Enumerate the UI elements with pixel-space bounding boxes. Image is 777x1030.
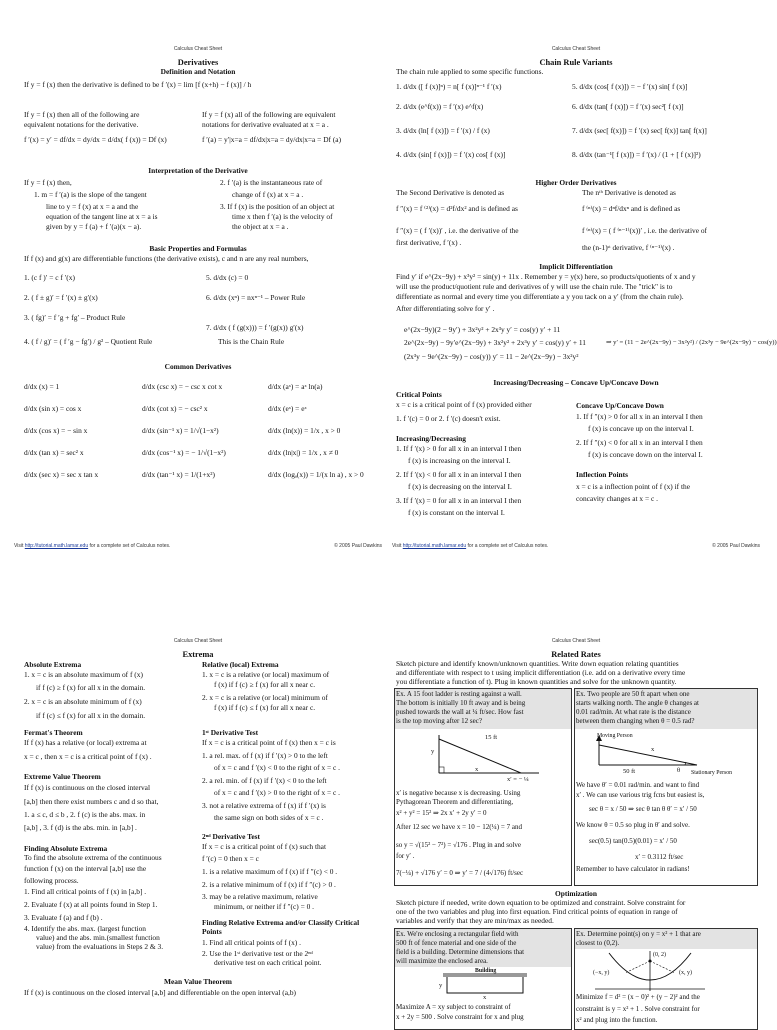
text-line: If f (x) has a relative (or local) extrema at (24, 738, 147, 747)
text-line: If y = f (x) all of the following are equivalent (202, 110, 336, 119)
ladder-line (439, 739, 521, 773)
example-ladder (394, 688, 572, 886)
text-line: If x = c is a critical point of f (x) then x = c is (202, 738, 336, 747)
subheading: 1ˢᵗ Derivative Test (202, 728, 259, 737)
solution-text: We have θ′ = 0.01 rad/min. and want to find (576, 781, 700, 789)
example-text: between them changing when θ = 0.5 rad? (576, 717, 695, 725)
text-line: Sketch picture and identify known/unknown quantities. Write down equation relating quantities (396, 659, 679, 668)
example-text: will maximize the enclosed area. (396, 957, 488, 965)
text-line: of x = c and f ′(x) > 0 to the right of x = c . (214, 788, 340, 797)
y-label: y (439, 982, 443, 989)
text-line: and differentiate with respect to t using implicit differentiation (i.e. add on a derivative every time (396, 668, 686, 677)
formula-cell: d/dx (sin x) = cos x (24, 404, 82, 413)
subheading: Critical Points (396, 390, 442, 399)
text-line: f (x) is constant on the interval I. (408, 508, 505, 517)
subheading: 2ⁿᵈ Derivative Test (202, 832, 260, 841)
text-line: 3. may be a relative maximum, relative (202, 892, 318, 901)
solution-text: so y = √(15² − 7²) = √176 . Plug in and solve (396, 841, 522, 849)
section-title: Related Rates (551, 650, 601, 659)
text-line: 1. If f ″(x) > 0 for all x in an interval I then (576, 412, 703, 421)
formula-cell: d/dx (ln(x)) = 1/x , x > 0 (268, 426, 341, 435)
example-text: Ex. A 15 foot ladder is resting against a wall. (396, 690, 522, 698)
text-line: line to y = f (x) at x = a and the (46, 202, 139, 211)
page-header: Calculus Cheat Sheet (551, 46, 601, 52)
solution-text: x′ is negative because x is decreasing. Using (396, 789, 521, 797)
page-related-rates (392, 632, 760, 1024)
distance-line (599, 745, 697, 765)
example-text: Ex. Determine point(s) on y = x² + 1 that are (576, 930, 701, 938)
base-length-label: 50 ft (623, 768, 636, 775)
solution-text: sec θ = x / 50 ⇒ sec θ tan θ θ′ = x′ / 50 (589, 805, 697, 813)
text-line: time x then f ′(a) is the velocity of (232, 212, 333, 221)
solution-text: x² and plug into the function. (576, 1016, 658, 1024)
subheading: Relative (local) Extrema (202, 660, 279, 669)
formula-line: f ⁽ⁿ⁾(x) = ( f ⁽ⁿ⁻¹⁾(x))′ , i.e. the derivative of (582, 226, 707, 235)
subheading: Finding Relative Extrema and/or Classify Critical Points (202, 918, 360, 936)
text-line: Find y′ if e^(2x−9y) + x³y² = sin(y) + 11x . Remember y = y(x) here, so products/quotients of x and y (396, 272, 696, 281)
text-line: 3. not a relative extrema of f (x) if f ′(x) is (202, 801, 326, 810)
footer-link[interactable]: http://tutorial.math.lamar.edu (402, 543, 467, 549)
solution-text: Minimize f = d² = (x − 0)² + (y − 2)² and the (576, 993, 700, 1001)
text-line: f (x) is concave up on the interval I. (588, 424, 694, 433)
text-line: equivalent notations for the derivative. (24, 120, 139, 129)
formula-line: ⇒ y′ = (11 − 2e^(2x−9y) − 3x²y²) / (2x³y − 9e^(2x−9y) − cos(y)) (606, 339, 777, 346)
text-line: If y = f (x) then all of the following are (24, 110, 140, 119)
formula-line: 3. d/dx (ln[ f (x)]) = f ′(x) / f (x) (396, 126, 490, 135)
text-line: The chain rule applied to some specific functions. (396, 67, 544, 76)
text-line: 2. x = c is a relative (or local) minimum of (202, 693, 328, 702)
solution-text: x′ = 0.3112 ft/sec (635, 853, 684, 861)
formula-cell: d/dx (logₐ(x)) = 1/(x ln a) , x > 0 (268, 470, 364, 479)
building-label: Building (475, 968, 497, 974)
section-heading: Implicit Differentiation (539, 262, 613, 271)
formula-line: f ′(x) = y′ = df/dx = dy/dx = d/dx( f (x)) = Df (x) (24, 135, 167, 144)
example-text: closest to (0,2). (576, 939, 620, 947)
page-header: Calculus Cheat Sheet (551, 638, 601, 644)
text-line: the (n-1)ˢᵗ derivative, f ⁽ⁿ⁻¹⁾(x) . (582, 243, 675, 252)
footer-link[interactable]: http://tutorial.math.lamar.edu (24, 543, 89, 549)
text-line: 2. a rel. min. of f (x) if f ′(x) < 0 to the left (202, 776, 327, 785)
text-line: x = c is a inflection point of f (x) if the (576, 482, 690, 491)
example-text: pushed towards the wall at ¼ ft/sec. How fast (396, 708, 524, 716)
footer-text: for a complete set of Calculus notes. (89, 543, 171, 549)
fence-outline (447, 977, 523, 993)
solution-text: Pythagorean Theorem and differentiating, (396, 798, 514, 806)
text-line: [a,b] , 3. f (d) is the abs. min. in [a,b] . (24, 823, 137, 832)
text-line: f (x) if f (c) ≤ f (x) for all x near c. (214, 703, 316, 712)
formula-cell: d/dx (tan⁻¹ x) = 1/(1+x²) (142, 470, 215, 479)
page-chain-rule (392, 40, 777, 549)
rate-label: x′ = − ¼ (507, 776, 529, 783)
subheading: Extreme Value Theorem (24, 772, 101, 781)
text-line: After differentiating solve for y′ . (396, 304, 495, 313)
example-walking (574, 688, 758, 886)
text-line: To find the absolute extrema of the continuous (24, 853, 162, 862)
text-line: 1. x = c is a relative (or local) maximum of (202, 670, 330, 679)
footer-copyright: © 2005 Paul Dawkins (712, 543, 760, 549)
text-line: f ′(c) = 0 then x = c (202, 854, 259, 863)
formula-line: 3. ( fg)′ = f ′g + fg′ – Product Rule (24, 313, 126, 322)
text-line: 1. f ′(c) = 0 or 2. f ′(c) doesn't exist. (396, 414, 501, 423)
text-line: you differentiate a function of t). Plug in known quantities and solve for the unknown quantity. (396, 677, 677, 686)
text-line: If f (x) and g(x) are differentiable functions (the derivative exists), c and n are any real numbers, (24, 254, 309, 263)
text-line: Sketch picture if needed, write down equation to be optimized and constraint. Solve constraint for (396, 898, 686, 907)
text-line: first derivative, f ′(x) . (396, 238, 462, 247)
formula-line: f ′(a) = y′|x=a = df/dx|x=a = dy/dx|x=a = Df (a) (202, 135, 342, 144)
point-label: (x, y) (679, 970, 692, 976)
text-line: 2. Evaluate f (x) at all points found in Step 1. (24, 900, 158, 909)
text-line: 3. If f (x) is the position of an object at (220, 202, 335, 211)
example-fence (394, 928, 572, 1030)
formula-cell: d/dx (x) = 1 (24, 382, 60, 391)
text-line: change of f (x) at x = a . (232, 190, 304, 199)
text-line: the object at x = a . (232, 222, 289, 231)
page-derivatives (14, 40, 382, 549)
text-line: 1. If f ′(x) > 0 for all x in an interval I then (396, 444, 522, 453)
text-line: f (x) is concave down on the interval I. (588, 450, 703, 459)
formula-cell: d/dx (cos x) = − sin x (24, 426, 88, 435)
formula-cell: d/dx (sec x) = sec x tan x (24, 470, 99, 479)
formula-line: 6. d/dx (xⁿ) = nxⁿ⁻¹ – Power Rule (206, 293, 306, 302)
section-subtitle: Definition and Notation (160, 67, 236, 76)
text-line: This is the Chain Rule (218, 337, 285, 346)
x-label: x (483, 994, 487, 1001)
distance-right (650, 961, 675, 973)
text-line: f (x) if f (c) ≥ f (x) for all x near c. (214, 680, 316, 689)
formula-line: 8. d/dx (tan⁻¹[ f (x)]) = f ′(x) / (1 + [ f (x)]²) (572, 150, 701, 159)
text-line: 3. If f ′(x) = 0 for all x in an interval I then (396, 496, 522, 505)
solution-text: constraint is y = x² + 1 . Solve constraint for (576, 1005, 700, 1013)
section-title: Extrema (182, 650, 214, 659)
section-title: Derivatives (177, 58, 219, 67)
text-line: f (x) is increasing on the interval I. (408, 456, 511, 465)
formula-cell: d/dx (sin⁻¹ x) = 1/√(1−x²) (142, 426, 219, 435)
text-line: following process. (24, 876, 79, 885)
section-heading: Mean Value Theorem (164, 977, 232, 986)
text-line: value) and the abs. min.(smallest function (36, 933, 160, 942)
subheading: Finding Absolute Extrema (24, 844, 108, 853)
section-heading: Basic Properties and Formulas (149, 244, 247, 253)
text-line: 3. Evaluate f (a) and f (b) . (24, 913, 103, 922)
y-label: y (431, 748, 435, 755)
subheading: Absolute Extrema (24, 660, 82, 669)
footer-text: for a complete set of Calculus notes. (467, 543, 549, 549)
text-line: concavity changes at x = c . (576, 494, 658, 503)
formula-cell: d/dx (ln|x|) = 1/x , x ≠ 0 (268, 448, 339, 457)
formula-line: f ″(x) = f ⁽²⁾(x) = d²f/dx² and is defined as (396, 204, 518, 213)
subheading: Concave Up/Concave Down (576, 401, 664, 410)
formula-line: 2e^(2x−9y) − 9y′e^(2x−9y) + 3x²y² + 2x³y y′ = cos(y) y′ + 11 (404, 338, 586, 347)
section-heading: Higher Order Derivatives (535, 178, 617, 187)
text-line: 1. a ≤ c, d ≤ b , 2. f (c) is the abs. max. in (24, 810, 146, 819)
text-line: equation of the tangent line at x = a is (46, 212, 158, 221)
text-line: If f (x) is continuous on the closed interval [a,b] and differentiable on the open interval (a,b) (24, 988, 296, 997)
page-header: Calculus Cheat Sheet (173, 638, 223, 644)
text-line: 2. Use the 1ˢᵗ derivative test or the 2ⁿᵈ (202, 949, 313, 958)
formula-line: 7. d/dx ( f (g(x))) = f ′(g(x)) g′(x) (206, 323, 304, 332)
solution-text: x + 2y = 500 . Solve constraint for x and plug (396, 1013, 524, 1021)
solution-text: x² + y² = 15² ⇒ 2x x′ + 2y y′ = 0 (396, 809, 487, 817)
section-heading: Interpretation of the Derivative (148, 166, 248, 175)
text-line: 1. m = f ′(a) is the slope of the tangent (34, 190, 147, 199)
example-text: 0.01 rad/min. At what rate is the distance (576, 708, 691, 716)
x-label: x (475, 766, 479, 773)
text-line: 2. x = c is an absolute minimum of f (x) (24, 697, 142, 706)
text-line: minimum, or neither if f ″(c) = 0 . (214, 902, 315, 911)
distance-left (625, 961, 650, 973)
solution-text: for y′ . (396, 852, 415, 860)
text-line: 4. Identify the abs. max. (largest function (24, 924, 146, 933)
text-line: value) from the evaluations in Steps 2 & 3. (36, 942, 164, 951)
example-text: Ex. We're enclosing a rectangular field with (396, 930, 519, 938)
point-label: (−x, y) (593, 970, 610, 976)
example-text: field is a building. Determine dimensions that (396, 948, 525, 956)
text-line: if f (c) ≥ f (x) for all x in the domain. (36, 683, 146, 692)
formula-line: f ⁽ⁿ⁾(x) = dⁿf/dxⁿ and is defined as (582, 204, 681, 213)
solution-text: Maximize A = xy subject to constraint of (396, 1003, 511, 1011)
subheading: Increasing/Decreasing (396, 434, 466, 443)
formula-cell: d/dx (cos⁻¹ x) = − 1/√(1−x²) (142, 448, 226, 457)
formula-cell: d/dx (cot x) = − csc² x (142, 404, 208, 413)
formula-line: 4. d/dx (sin[ f (x)]) = f ′(x) cos[ f (x)] (396, 150, 506, 159)
text-line: derivative test on each critical point. (214, 958, 322, 967)
text-line: 1. Find all critical points of f (x) in [a,b] . (24, 887, 147, 896)
text-line: x = c is a critical point of f (x) provided either (396, 400, 532, 409)
stationary-person-label: Stationary Person (691, 770, 733, 776)
section-title: Chain Rule Variants (539, 58, 613, 67)
example-text: starts walking north. The angle θ changes at (576, 699, 699, 707)
solution-text: Remember to have calculator in radians! (576, 865, 690, 873)
formula-cell: d/dx (csc x) = − csc x cot x (142, 382, 223, 391)
text-line: of x = c and f ′(x) < 0 to the right of x = c . (214, 763, 340, 772)
text-line: [a,b] then there exist numbers c and d so that, (24, 797, 159, 806)
text-line: 2. f ′(a) is the instantaneous rate of (220, 178, 323, 187)
text-line: If y = f (x) then, (24, 178, 72, 187)
text-line: 1. is a relative maximum of f (x) if f ″(c) < 0 . (202, 867, 338, 876)
formula-line: 5. d/dx (c) = 0 (206, 273, 249, 282)
text-line: notations for derivative evaluated at x = a . (202, 120, 329, 129)
formula-line: f ″(x) = ( f ′(x))′ , i.e. the derivative of the (396, 226, 519, 235)
example-text: The bottom is initially 10 ft away and is being (396, 699, 526, 707)
example-text: is the top moving after 12 sec? (396, 717, 482, 725)
formula-line: 6. d/dx (tan[ f (x)]) = f ′(x) sec²[ f (x)] (572, 102, 684, 111)
text-line: x = c , then x = c is a critical point of f (x) . (24, 752, 152, 761)
footer-visit: Visit (14, 543, 24, 549)
solution-text: We know θ = 0.5 so plug in θ′ and solve. (576, 821, 690, 829)
subheading: Fermat's Theorem (24, 728, 83, 737)
formula-line: 2. d/dx (e^f(x)) = f ′(x) e^f(x) (396, 102, 484, 111)
section-heading: Increasing/Decreasing – Concave Up/Concave Down (493, 378, 659, 387)
text-line: 1. x = c is an absolute maximum of f (x) (24, 670, 143, 679)
text-line: f (x) is decreasing on the interval I. (408, 482, 512, 491)
example-closest-point (574, 928, 758, 1030)
text-line: The nᵗʰ Derivative is denoted as (582, 188, 676, 197)
text-line: one of the two variables and plug into first equation. Find critical points of equation in range of (396, 907, 678, 916)
footer-visit: Visit (392, 543, 402, 549)
right-angle-marker (439, 767, 444, 773)
section-heading: Optimization (555, 889, 597, 898)
formula-line: 1. d/dx ([ f (x)]ⁿ) = n[ f (x)]ⁿ⁻¹ f ′(x) (396, 82, 502, 91)
point-label: (0, 2) (653, 952, 666, 958)
text-line: given by y = f (a) + f ′(a)(x − a). (46, 222, 142, 231)
formula-line: 2. ( f ± g)′ = f ′(x) ± g′(x) (24, 293, 98, 302)
subheading: Inflection Points (576, 470, 628, 479)
text-line: If f (x) is continuous on the closed interval (24, 783, 151, 792)
example-text: Ex. Two people are 50 ft apart when one (576, 690, 690, 698)
text-line: The Second Derivative is denoted as (396, 188, 505, 197)
text-line: 2. If f ′(x) < 0 for all x in an interval I then (396, 470, 522, 479)
footer-copyright: © 2005 Paul Dawkins (334, 543, 382, 549)
text-line: If x = c is a critical point of f (x) such that (202, 842, 327, 851)
derivative-definition: If y = f (x) then the derivative is defined to be f ′(x) = lim [f (x+h) − f (x)] / h (24, 80, 252, 89)
text-line: 1. Find all critical points of f (x) . (202, 938, 301, 947)
formula-cell: d/dx (aˣ) = aˣ ln(a) (268, 382, 323, 391)
formula-line: (2x³y − 9e^(2x−9y) − cos(y)) y′ = 11 − 2e^(2x−9y) − 3x²y² (404, 352, 579, 361)
moving-person-label: Moving Person (597, 733, 633, 739)
text-line: variables and verify that they are min/max as needed. (396, 916, 554, 925)
theta-label: θ (677, 767, 681, 774)
text-line: 1. a rel. max. of f (x) if f ′(x) > 0 to the left (202, 751, 328, 760)
example-text: 500 ft of fence material and one side of the (396, 939, 517, 947)
solution-text: After 12 sec we have x = 10 − 12(¼) = 7 and (396, 823, 522, 831)
text-line: function f (x) on the interval [a,b] use the (24, 864, 147, 873)
text-line: will use the product/quotient rule and derivatives of y will use the chain rule. The "trick" is to (396, 282, 673, 291)
formula-line: 4. ( f / g)′ = ( f ′g − fg′) / g² – Quotient Rule (24, 337, 153, 346)
page-header: Calculus Cheat Sheet (173, 46, 223, 52)
formula-line: 1. (c f )′ = c f ′(x) (24, 273, 75, 282)
page-extrema (14, 632, 382, 1024)
text-line: the same sign on both sides of x = c . (214, 813, 324, 822)
formula-line: e^(2x−9y)(2 − 9y′) + 3x²y² + 2x³y y′ = cos(y) y′ + 11 (404, 325, 561, 334)
formula-line: 7. d/dx (sec[ f(x)]) = f ′(x) sec[ f(x)] tan[ f(x)] (572, 126, 707, 135)
text-line: 2. If f ″(x) < 0 for all x in an interval I then (576, 438, 703, 447)
text-line: 2. is a relative minimum of f (x) if f ″(c) > 0 . (202, 880, 336, 889)
formula-cell: d/dx (tan x) = sec² x (24, 448, 84, 457)
solution-text: x′ . We can use various trig fcns but easiest is, (576, 791, 705, 799)
formula-line: 5. d/dx (cos[ f (x)]) = − f ′(x) sin[ f (x)] (572, 82, 688, 91)
section-heading: Common Derivatives (164, 362, 232, 371)
text-line: if f (c) ≤ f (x) for all x in the domain. (36, 711, 146, 720)
formula-cell: d/dx (eˣ) = eˣ (268, 404, 307, 413)
text-line: differentiate as normal and every time you differentiate a y you tack on a y′ (from the chain rule). (396, 292, 684, 301)
x-label: x (651, 746, 655, 753)
ladder-length-label: 15 ft (485, 734, 498, 741)
solution-text: sec(0.5) tan(0.5)(0.01) = x′ / 50 (589, 837, 677, 845)
solution-text: 7(−¼) + √176 y′ = 0 ⇒ y′ = 7 / (4√176) ft/sec (396, 869, 524, 877)
